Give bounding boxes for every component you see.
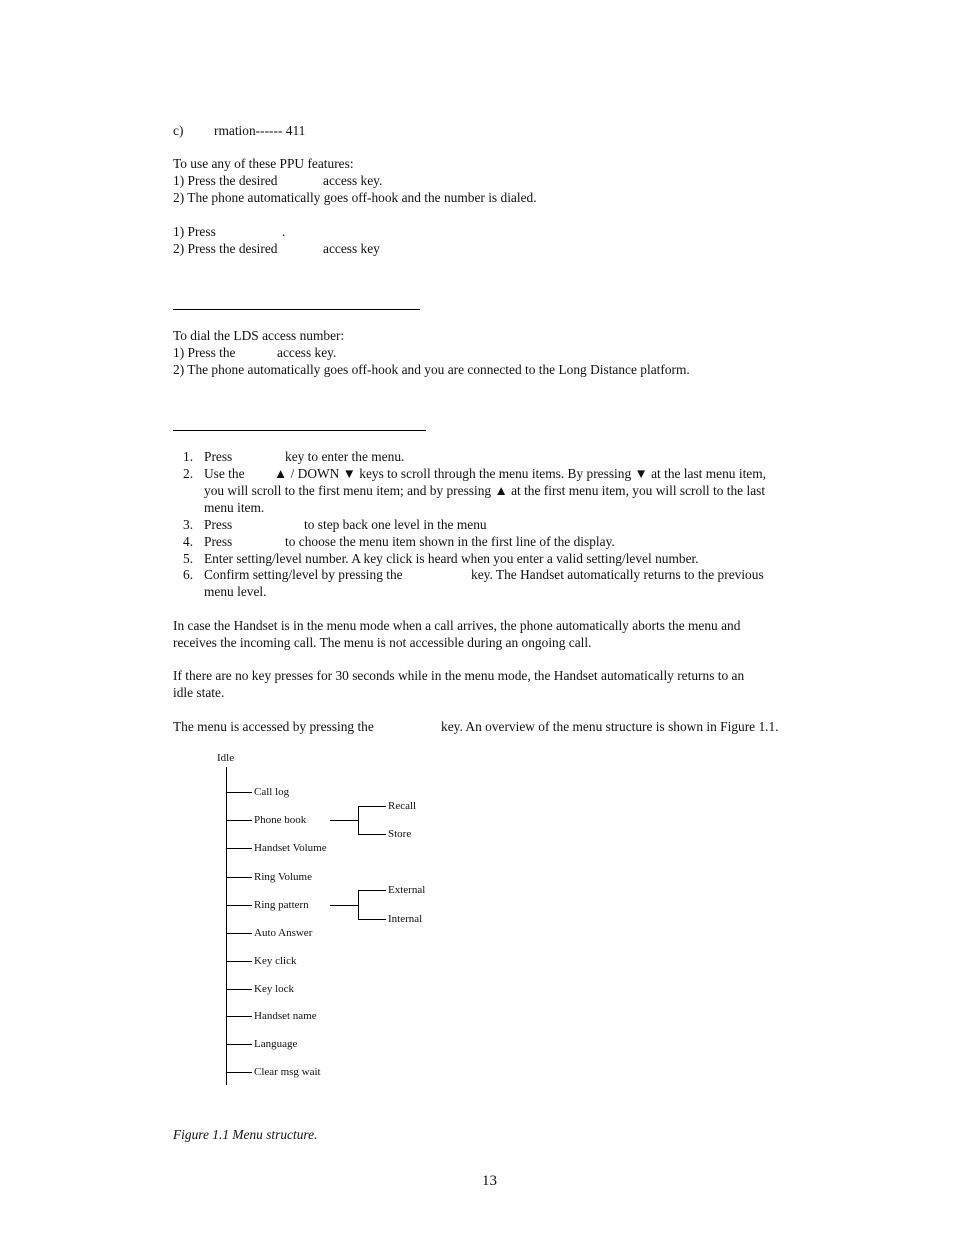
step6-a: Confirm setting/level by pressing the bbox=[204, 567, 403, 582]
step4-a: Press bbox=[204, 534, 233, 549]
list-label-c: c) bbox=[173, 123, 184, 138]
step-number: 3. bbox=[183, 517, 194, 532]
step1-b: key to enter the menu. bbox=[285, 449, 405, 464]
lds-step1-b: access key. bbox=[277, 345, 337, 360]
tree-branch bbox=[227, 961, 252, 962]
tree-item-ring-volume: Ring Volume bbox=[254, 871, 312, 883]
tree-trunk bbox=[226, 767, 227, 1085]
tree-branch bbox=[227, 1044, 252, 1045]
tree-item-clear-msg-wait: Clear msg wait bbox=[254, 1066, 321, 1078]
tree-subitem-external: External bbox=[388, 884, 426, 896]
tree-item-key-click: Key click bbox=[254, 955, 297, 967]
step4-b: to choose the menu item shown in the first line of the display. bbox=[285, 534, 615, 549]
tree-root-idle: Idle bbox=[217, 752, 235, 764]
step5: Enter setting/level number. A key click is heard when you enter a valid setting/level number. bbox=[204, 551, 699, 566]
paragraph-menu-access-b: key. An overview of the menu structure is shown in Figure 1.1. bbox=[441, 719, 779, 734]
item-c-text: rmation------ 411 bbox=[214, 123, 306, 138]
step-number: 4. bbox=[183, 534, 194, 549]
ppu-step1-a: 1) Press the desired bbox=[173, 173, 278, 188]
step2-c: you will scroll to the first menu item; and by pressing ▲ at the first menu item, you will scroll to the last bbox=[204, 483, 766, 498]
tree-branch bbox=[358, 834, 386, 835]
paragraph-incoming-call-cont: receives the incoming call. The menu is not accessible during an ongoing call. bbox=[173, 635, 592, 650]
ppu-alt2-b: access key bbox=[323, 241, 380, 256]
step1-a: Press bbox=[204, 449, 233, 464]
ppu-alt2-a: 2) Press the desired bbox=[173, 241, 278, 256]
paragraph-incoming-call: In case the Handset is in the menu mode when a call arrives, the phone automatically aborts the menu and bbox=[173, 618, 741, 633]
tree-item-call-log: Call log bbox=[254, 786, 290, 798]
lds-step1-a: 1) Press the bbox=[173, 345, 236, 360]
step2-b: ▲ / DOWN ▼ keys to scroll through the menu items. By pressing ▼ at the last menu item, bbox=[274, 466, 766, 481]
tree-item-phone-book: Phone book bbox=[254, 814, 307, 826]
tree-subitem-recall: Recall bbox=[388, 800, 417, 812]
tree-item-language: Language bbox=[254, 1038, 298, 1050]
ppu-step2: 2) The phone automatically goes off-hook and the number is dialed. bbox=[173, 190, 537, 205]
step-number: 5. bbox=[183, 551, 194, 566]
step2-a: Use the bbox=[204, 466, 245, 481]
paragraph-timeout: If there are no key presses for 30 seconds while in the menu mode, the Handset automatically returns to an bbox=[173, 668, 745, 683]
tree-branch bbox=[358, 919, 386, 920]
tree-branch bbox=[227, 848, 252, 849]
tree-item-auto-answer: Auto Answer bbox=[254, 927, 313, 939]
tree-branch bbox=[227, 989, 252, 990]
tree-branch bbox=[330, 820, 358, 821]
step3-a: Press bbox=[204, 517, 233, 532]
tree-branch bbox=[227, 1072, 252, 1073]
step3-b: to step back one level in the menu bbox=[304, 517, 487, 532]
step6-b: key. The Handset automatically returns to the previous bbox=[471, 567, 764, 582]
paragraph-menu-access-a: The menu is accessed by pressing the bbox=[173, 719, 374, 734]
tree-branch bbox=[227, 820, 252, 821]
ppu-step1-b: access key. bbox=[323, 173, 383, 188]
tree-branch bbox=[358, 890, 386, 891]
step-number: 6. bbox=[183, 567, 194, 582]
tree-branch bbox=[330, 905, 358, 906]
paragraph-timeout-cont: idle state. bbox=[173, 685, 225, 700]
ppu-alt1-b: . bbox=[282, 224, 286, 239]
tree-branch bbox=[227, 877, 252, 878]
tree-subitem-store: Store bbox=[388, 828, 412, 840]
tree-branch bbox=[227, 905, 252, 906]
ppu-intro: To use any of these PPU features: bbox=[173, 156, 354, 171]
page-number: 13 bbox=[482, 1173, 497, 1189]
tree-item-handset-volume: Handset Volume bbox=[254, 842, 327, 854]
lds-intro: To dial the LDS access number: bbox=[173, 328, 345, 343]
tree-fork bbox=[358, 806, 359, 834]
step-number: 1. bbox=[183, 449, 194, 464]
step2-d: menu item. bbox=[204, 500, 265, 515]
tree-branch bbox=[358, 806, 386, 807]
step6-c: menu level. bbox=[204, 584, 267, 599]
tree-subitem-internal: Internal bbox=[388, 913, 423, 925]
step-number: 2. bbox=[183, 466, 194, 481]
tree-item-key-lock: Key lock bbox=[254, 983, 295, 995]
tree-branch bbox=[227, 1016, 252, 1017]
tree-branch bbox=[227, 933, 252, 934]
lds-step2: 2) The phone automatically goes off-hook and you are connected to the Long Distance platform. bbox=[173, 362, 690, 377]
figure-caption: Figure 1.1 Menu structure. bbox=[173, 1127, 318, 1142]
tree-item-ring-pattern: Ring pattern bbox=[254, 899, 309, 911]
ppu-alt1-a: 1) Press bbox=[173, 224, 216, 239]
tree-branch bbox=[227, 792, 252, 793]
tree-item-handset-name: Handset name bbox=[254, 1010, 317, 1022]
tree-fork bbox=[358, 890, 359, 919]
